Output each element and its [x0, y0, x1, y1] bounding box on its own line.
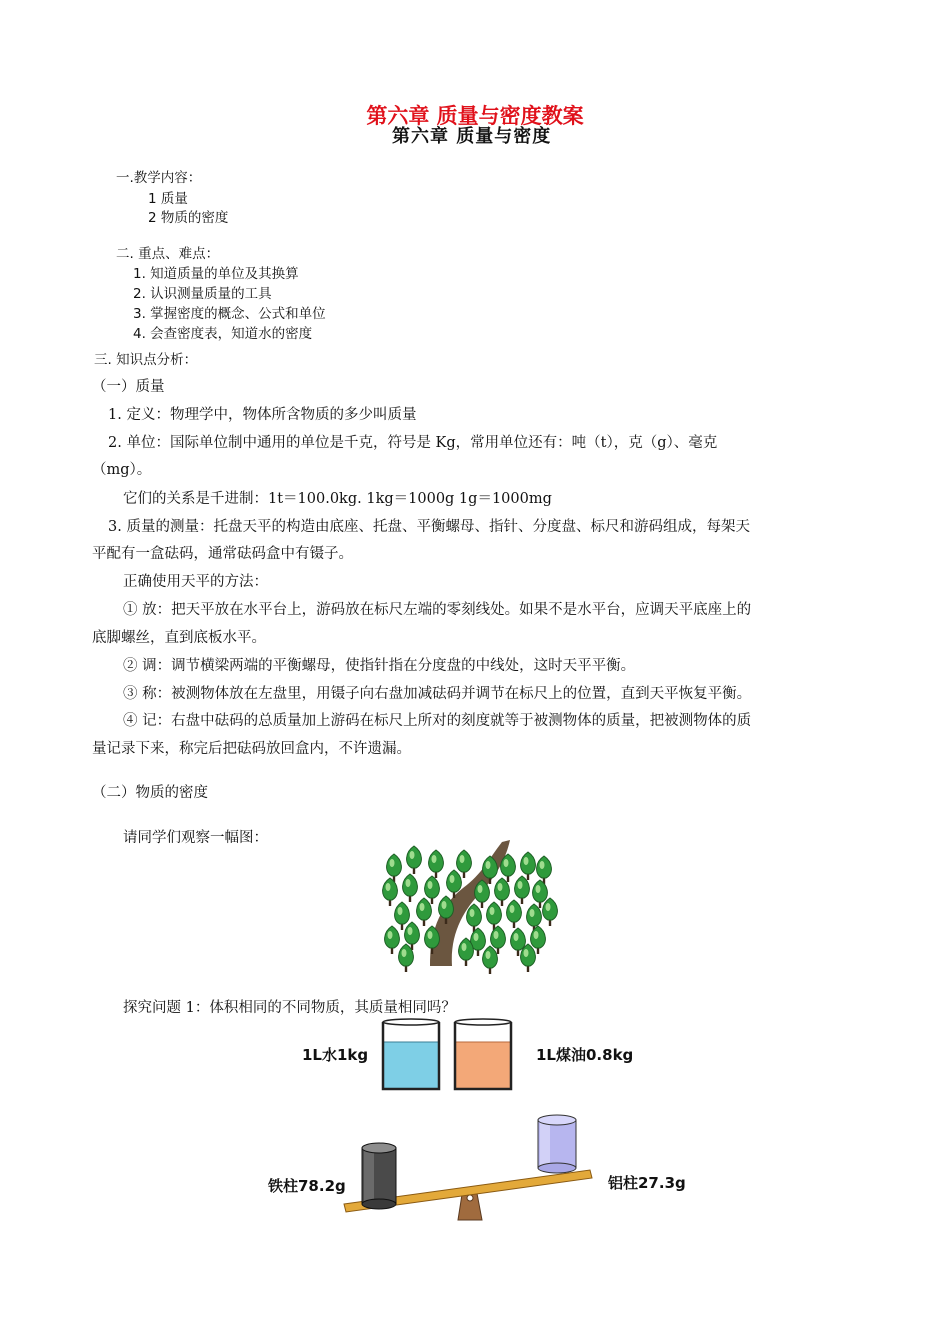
tree-highlight: [442, 901, 447, 909]
tree-highlight: [462, 943, 467, 951]
teaching-content-item-1: 1 质量: [148, 191, 188, 207]
tree-highlight: [504, 859, 509, 867]
paragraph-step-record-line-2: 量记录下来，称完后把砝码放回盒内，不许遗漏。: [92, 741, 411, 757]
tree-highlight: [498, 883, 503, 891]
paragraph-step-record-line-1: ④ 记：右盘中砝码的总质量加上游码在标尺上所对的刻度就等于被测物体的质量，把被测物体的质: [123, 713, 752, 729]
tree-highlight: [408, 927, 413, 935]
chapter-subtitle: 第六章 质量与密度: [392, 126, 552, 147]
tree-highlight: [486, 861, 491, 869]
paragraph-definition: 1. 定义：物理学中，物体所含物质的多少叫质量: [108, 407, 417, 423]
paragraph-method-heading: 正确使用天平的方法：: [123, 574, 268, 590]
paragraph-measurement-line-1: 3. 质量的测量：托盘天平的构造由底座、托盘、平衡螺母、指针、分度盘、标尺和游码组成，每架天: [108, 519, 750, 535]
tree-highlight: [386, 883, 391, 891]
tree-group: [383, 846, 558, 974]
paragraph-observe-figure: 请同学们观察一幅图：: [123, 830, 268, 846]
tree-highlight: [474, 933, 479, 941]
paragraph-unit-line-2: （mg）。: [92, 462, 152, 478]
iron-cylinder-label: 铁柱78.2g: [268, 1177, 346, 1195]
tree-highlight: [432, 855, 437, 863]
paragraph-step-place-line-1: ① 放：把天平放在水平台上，游码放在标尺左端的零刻线处。如果不是水平台，应调天平底座上的: [123, 602, 752, 618]
subsection-mass-heading: （一）质量: [92, 379, 165, 395]
tree-highlight: [402, 949, 407, 957]
section-key-points-heading: 二. 重点、难点：: [116, 246, 220, 262]
tree-highlight: [390, 859, 395, 867]
tree-highlight: [524, 949, 529, 957]
tree-highlight: [524, 857, 529, 865]
section-knowledge-heading: 三. 知识点分析：: [94, 352, 198, 368]
tree-highlight: [428, 931, 433, 939]
teaching-content-item-2: 2 物质的密度: [148, 210, 229, 226]
tree-highlight: [450, 875, 455, 883]
key-point-item-4: 4. 会查密度表，知道水的密度: [133, 326, 313, 342]
tree-highlight: [398, 907, 403, 915]
paragraph-step-weigh: ③ 称：被测物体放在左盘里，用镊子向右盘加减砝码并调节在标尺上的位置，直到天平恢复平衡。: [123, 686, 752, 702]
key-point-item-2: 2. 认识测量质量的工具: [133, 286, 272, 302]
section-teaching-content-heading: 一.教学内容：: [116, 170, 202, 186]
water-beaker-illustration: [380, 1018, 442, 1092]
forest-illustration: [378, 838, 558, 968]
tree-highlight: [478, 885, 483, 893]
aluminum-cylinder-label: 铝柱27.3g: [608, 1174, 686, 1192]
key-point-item-1: 1. 知道质量的单位及其换算: [133, 266, 299, 282]
kerosene-beaker-illustration: [452, 1018, 514, 1092]
tree-highlight: [406, 879, 411, 887]
tree-highlight: [546, 903, 551, 911]
balance-illustration: [340, 1108, 610, 1228]
tree-highlight: [460, 855, 465, 863]
tree-highlight: [514, 933, 519, 941]
paragraph-step-place-line-2: 底脚螺丝，直到底板水平。: [92, 630, 266, 646]
key-point-item-3: 3. 掌握密度的概念、公式和单位: [133, 306, 326, 322]
tree-highlight: [534, 931, 539, 939]
tree-highlight: [540, 861, 545, 869]
tree-highlight: [388, 931, 393, 939]
tree-highlight: [490, 907, 495, 915]
aluminum-cylinder: [538, 1115, 576, 1173]
iron-cylinder: [362, 1143, 396, 1209]
tree-highlight: [530, 909, 535, 917]
document-title: 第六章 质量与密度教案: [366, 104, 584, 128]
tree-highlight: [518, 881, 523, 889]
tree-highlight: [428, 881, 433, 889]
paragraph-unit-line-1: 2. 单位：国际单位制中通用的单位是千克，符号是 Kg，常用单位还有：吨（t），克（g）、毫克: [108, 435, 718, 451]
tree-highlight: [470, 909, 475, 917]
kerosene-label: 1L煤油0.8kg: [536, 1046, 634, 1064]
tree-highlight: [486, 951, 491, 959]
paragraph-question-1: 探究问题 1：体积相同的不同物质，其质量相同吗？: [123, 1000, 456, 1016]
tree-highlight: [420, 903, 425, 911]
water-label: 1L水1kg: [302, 1046, 369, 1064]
paragraph-unit-relation: 它们的关系是千进制：1t＝100.0kg. 1kg＝1000g 1g＝1000mg: [123, 491, 552, 507]
tree-highlight: [410, 851, 415, 859]
paragraph-measurement-line-2: 平配有一盒砝码，通常砝码盒中有镊子。: [92, 546, 353, 562]
tree-highlight: [510, 905, 515, 913]
tree-highlight: [494, 931, 499, 939]
subsection-density-heading: （二）物质的密度: [92, 785, 208, 801]
tree-highlight: [536, 885, 541, 893]
paragraph-step-adjust: ② 调：调节横梁两端的平衡螺母，使指针指在分度盘的中线处，这时天平平衡。: [123, 658, 636, 674]
